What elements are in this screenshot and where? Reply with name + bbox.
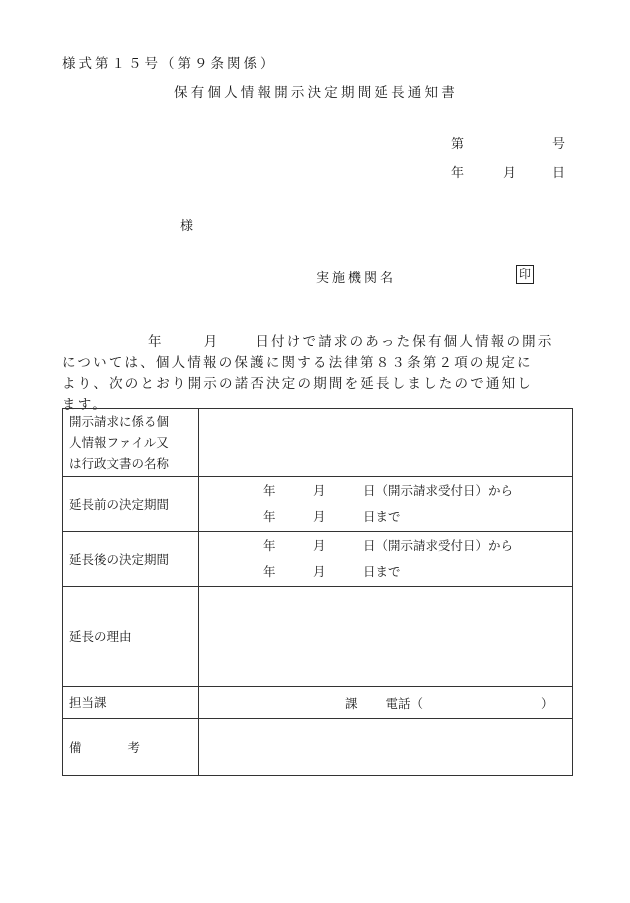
date-month: 月 — [503, 166, 517, 181]
file-name-value[interactable] — [199, 409, 573, 477]
number-prefix: 第 — [451, 137, 465, 152]
reason-value[interactable] — [199, 587, 573, 687]
file-name-label-line3: は行政文書の名称 — [69, 456, 170, 471]
before-period-from — [205, 478, 566, 504]
document-title: 保有個人情報開示決定期間延長通知書 — [174, 85, 458, 101]
phone-label: 電話（ — [385, 695, 424, 711]
before-period-value[interactable] — [199, 477, 573, 532]
after-period-label: 延長後の決定期間 — [63, 532, 199, 587]
body-line-4: ます。 — [62, 397, 109, 413]
file-name-label-line1: 開示請求に係る個 — [69, 414, 170, 429]
issuer-label: 実施機関名 — [316, 271, 397, 286]
after-until-month: 月 — [313, 564, 326, 579]
after-from-month: 月 — [313, 538, 326, 553]
before-until-month: 月 — [313, 509, 326, 524]
body-month: 月 — [203, 334, 220, 350]
body-line-1 — [62, 332, 567, 353]
before-from-month: 月 — [313, 483, 326, 498]
section-label: 課 — [345, 695, 358, 711]
before-until-suffix: 日まで — [363, 509, 401, 524]
reason-label: 延長の理由 — [63, 587, 199, 687]
details-table — [62, 408, 573, 776]
table-row — [63, 719, 573, 776]
remarks-value[interactable] — [199, 719, 573, 776]
date-day: 日 — [552, 166, 566, 181]
number-suffix: 号 — [552, 137, 566, 152]
before-period-label: 延長前の決定期間 — [63, 477, 199, 532]
after-from-year: 年 — [263, 538, 276, 553]
body-year: 年 — [148, 334, 164, 350]
remarks-label-a: 備 — [69, 739, 82, 755]
after-until-year: 年 — [263, 564, 276, 579]
after-period-value[interactable] — [199, 532, 573, 587]
table-row — [63, 532, 573, 587]
table-row — [63, 687, 573, 719]
table-row — [63, 477, 573, 532]
seal-mark: 印 — [516, 265, 534, 284]
after-from-suffix: 日（開示請求受付日）から — [363, 538, 514, 553]
after-period-from — [205, 533, 566, 559]
before-from-suffix: 日（開示請求受付日）から — [363, 483, 514, 498]
before-from-year: 年 — [263, 483, 276, 498]
department-label: 担当課 — [63, 687, 199, 719]
table-row — [63, 587, 573, 687]
form-number: 様式第１５号（第９条関係） — [62, 56, 277, 72]
body-line-3: より、次のとおり開示の諾否決定の期間を延長しましたので通知し — [62, 376, 533, 392]
date-year: 年 — [451, 166, 465, 181]
department-value[interactable] — [199, 687, 573, 719]
file-name-label-line2: 人情報ファイル又 — [69, 435, 169, 450]
body-line1-rest: 日付けで請求のあった保有個人情報の開示 — [255, 334, 554, 350]
before-until-year: 年 — [263, 509, 276, 524]
body-line-2: については、個人情報の保護に関する法律第８３条第２項の規定に — [62, 355, 533, 371]
remarks-label-b: 考 — [127, 739, 141, 755]
after-period-until — [205, 559, 566, 585]
file-name-label — [63, 409, 199, 477]
remarks-label — [63, 719, 199, 776]
addressee-suffix: 様 — [180, 219, 194, 234]
before-period-until — [205, 504, 566, 530]
notice-body — [62, 332, 567, 416]
table-row — [63, 409, 573, 477]
after-until-suffix: 日まで — [363, 564, 401, 579]
phone-close: ） — [541, 695, 554, 711]
